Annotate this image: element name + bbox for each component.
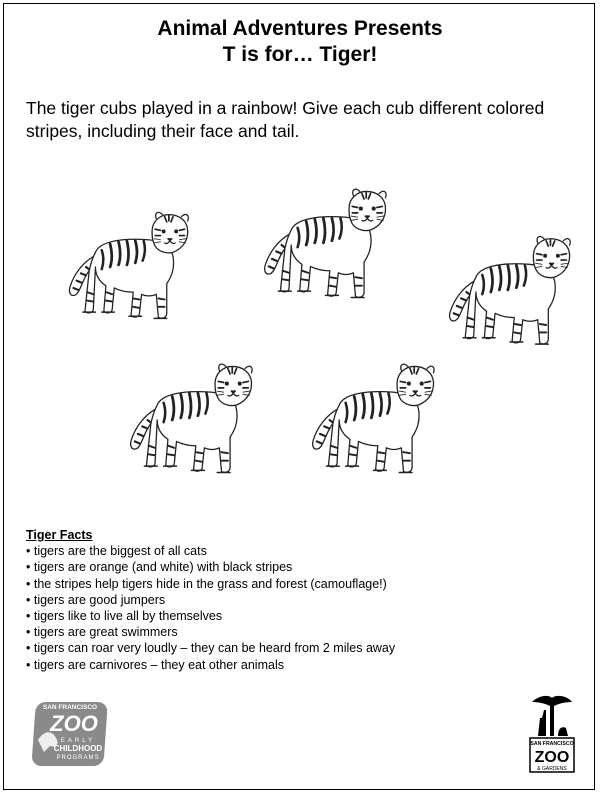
instructions-text: The tiger cubs played in a rainbow! Give each cub different colored stripes, including their face and tail. bbox=[26, 98, 545, 141]
tiger-cub-2 bbox=[258, 185, 393, 305]
page-subtitle: T is for… Tiger! bbox=[222, 43, 378, 66]
fact-item: • tigers are good jumpers bbox=[26, 592, 166, 607]
logo-left-line3: EARLY bbox=[60, 738, 96, 744]
sf-zoo-gardens-logo bbox=[528, 692, 576, 779]
fact-item: • tigers are great swimmers bbox=[26, 625, 178, 640]
page-title: Animal Adventures Presents bbox=[157, 17, 443, 40]
fact-item: • tigers are carnivores – they eat other animals bbox=[26, 657, 284, 672]
sf-zoo-early-childhood-logo bbox=[30, 700, 112, 775]
logo-left-line2: ZOO bbox=[50, 711, 98, 736]
fact-item: • tigers are the biggest of all cats bbox=[26, 544, 207, 559]
tiger-cub-4 bbox=[124, 360, 259, 480]
logo-right-line2: ZOO bbox=[534, 749, 570, 766]
tiger-cub-3 bbox=[444, 232, 576, 352]
facts-heading: Tiger Facts bbox=[26, 528, 93, 542]
fact-item: • tigers like to live all by themselves bbox=[26, 609, 223, 624]
tiger-cub-1 bbox=[64, 208, 194, 326]
fact-item: • the stripes help tigers hide in the grass and forest (camouflage!) bbox=[26, 576, 387, 591]
tiger-cub-5 bbox=[306, 360, 441, 480]
logo-left-line4: CHILDHOOD bbox=[53, 744, 103, 753]
tiger-facts bbox=[26, 527, 586, 673]
logo-right-line1: SAN FRANCISCO bbox=[530, 741, 574, 747]
logo-right-line3: & GARDENS bbox=[537, 766, 567, 772]
logo-left-line5: PROGRAMS bbox=[56, 755, 100, 761]
fact-item: • tigers can roar very loudly – they can be heard from 2 miles away bbox=[26, 641, 396, 656]
logo-left-line1: SAN FRANCISCO bbox=[42, 704, 98, 711]
fact-item: • tigers are orange (and white) with black stripes bbox=[26, 560, 293, 575]
